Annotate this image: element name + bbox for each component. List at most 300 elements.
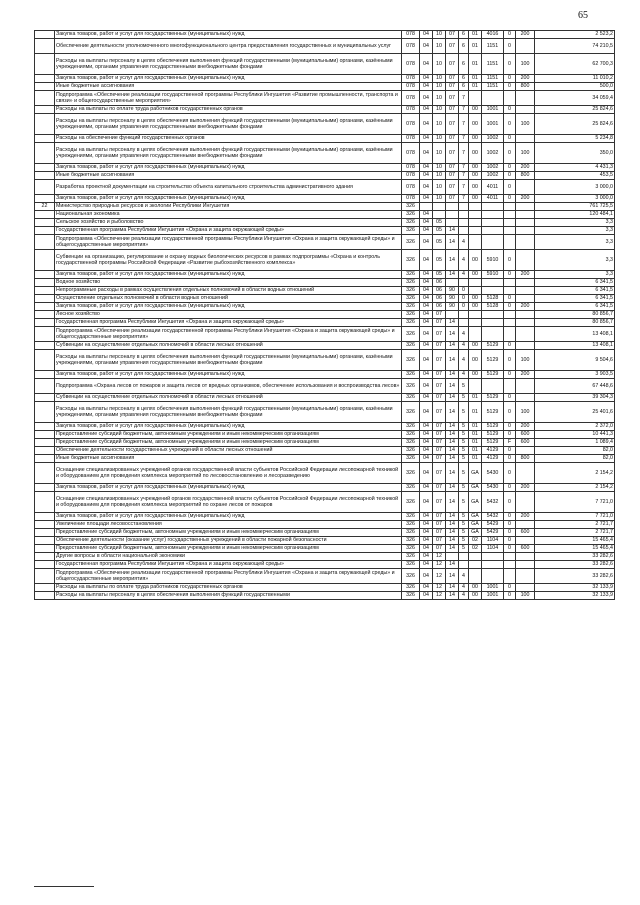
code-direction (482, 569, 504, 584)
code-activity: 01 (469, 455, 482, 463)
code-program (446, 219, 459, 227)
code-subprogram: 7 (459, 164, 469, 172)
code-program: 14 (446, 327, 459, 342)
code-expense-type (516, 235, 535, 250)
code-sign: 0 (504, 31, 516, 39)
table-row (35, 164, 615, 172)
row-name: Другие вопросы в области национальной экономики (55, 553, 402, 561)
code-activity: 00 (469, 180, 482, 195)
code-program: 14 (446, 447, 459, 455)
code-activity: 01 (469, 431, 482, 439)
table-row (35, 529, 615, 537)
code-subsection: 07 (433, 371, 446, 379)
code-subsection: 07 (433, 423, 446, 431)
code-section: 04 (420, 195, 433, 203)
row-amount: 6 341,5 (535, 287, 615, 295)
code-section: 04 (420, 402, 433, 423)
page-number: 65 (578, 10, 588, 21)
code-grbs: 326 (402, 303, 420, 311)
code-sign (504, 91, 516, 106)
code-activity (469, 211, 482, 219)
code-sign: 0 (504, 172, 516, 180)
code-direction: 5430 (482, 463, 504, 484)
code-program (446, 279, 459, 287)
code-program (446, 211, 459, 219)
code-program: 14 (446, 423, 459, 431)
code-subprogram: 6 (459, 75, 469, 83)
code-sign: 0 (504, 295, 516, 303)
row-name: Закупка товаров, работ и услуг для государственных (муниципальных) нужд (55, 164, 402, 172)
code-subprogram (459, 319, 469, 327)
code-expense-type: 100 (516, 350, 535, 371)
code-activity: 00 (469, 135, 482, 143)
code-sign (504, 569, 516, 584)
code-subprogram: 4 (459, 342, 469, 350)
code-section: 04 (420, 287, 433, 295)
code-sign: 0 (504, 54, 516, 75)
code-subsection: 10 (433, 172, 446, 180)
code-activity: 00 (469, 303, 482, 311)
code-sign: 0 (504, 484, 516, 492)
code-activity: 02 (469, 545, 482, 553)
code-subsection: 07 (433, 545, 446, 553)
row-amount: 3 000,0 (535, 195, 615, 203)
row-number (35, 553, 55, 561)
row-number (35, 492, 55, 513)
code-direction: 5429 (482, 521, 504, 529)
code-section: 04 (420, 492, 433, 513)
row-name: Лесное хозяйство (55, 311, 402, 319)
code-expense-type (516, 287, 535, 295)
code-grbs: 326 (402, 287, 420, 295)
code-section: 04 (420, 350, 433, 371)
code-section: 04 (420, 484, 433, 492)
code-section: 04 (420, 39, 433, 54)
code-sign (504, 553, 516, 561)
code-direction (482, 319, 504, 327)
code-subprogram: 7 (459, 195, 469, 203)
code-activity: 01 (469, 447, 482, 455)
code-expense-type (516, 553, 535, 561)
code-subprogram: 5 (459, 394, 469, 402)
code-grbs: 326 (402, 455, 420, 463)
code-grbs: 078 (402, 75, 420, 83)
row-number (35, 91, 55, 106)
row-number (35, 180, 55, 195)
code-grbs: 326 (402, 463, 420, 484)
code-program (446, 311, 459, 319)
code-subprogram: 5 (459, 431, 469, 439)
code-expense-type (516, 521, 535, 529)
code-expense-type (516, 463, 535, 484)
code-section: 04 (420, 455, 433, 463)
code-expense-type (516, 394, 535, 402)
table-row (35, 484, 615, 492)
code-activity: 01 (469, 83, 482, 91)
code-direction: 5910 (482, 271, 504, 279)
code-sign: 0 (504, 180, 516, 195)
code-subsection: 10 (433, 31, 446, 39)
row-number (35, 39, 55, 54)
code-expense-type: 200 (516, 484, 535, 492)
row-name: Расходы на выплаты персоналу в целях обеспечения выполнения функций государственными (муниципальными) органами, казёнными учреждениями, органами управления государственными внебюджетными фондами (55, 143, 402, 164)
code-subsection: 07 (433, 492, 446, 513)
code-section: 04 (420, 106, 433, 114)
code-sign: 0 (504, 135, 516, 143)
code-subprogram: 5 (459, 455, 469, 463)
table-row (35, 342, 615, 350)
code-subprogram (459, 561, 469, 569)
row-name: Обеспечение деятельности (оказание услуг) государственных учреждений в области пожарной безопасности (55, 537, 402, 545)
code-program: 90 (446, 287, 459, 295)
code-direction: 4011 (482, 195, 504, 203)
code-program: 14 (446, 529, 459, 537)
code-program: 14 (446, 592, 459, 600)
code-subsection: 07 (433, 350, 446, 371)
table-row (35, 447, 615, 455)
row-name: Закупка товаров, работ и услуг для государственных (муниципальных) нужд (55, 271, 402, 279)
code-subsection: 12 (433, 561, 446, 569)
code-subprogram: 7 (459, 91, 469, 106)
row-number (35, 271, 55, 279)
code-program: 07 (446, 135, 459, 143)
row-amount: 67 448,6 (535, 379, 615, 394)
code-sign: 0 (504, 39, 516, 54)
code-activity: 00 (469, 295, 482, 303)
code-sign: 0 (504, 529, 516, 537)
row-amount: 10 441,3 (535, 431, 615, 439)
code-grbs: 326 (402, 211, 420, 219)
code-expense-type: 200 (516, 513, 535, 521)
code-subprogram: 6 (459, 54, 469, 75)
code-grbs: 326 (402, 545, 420, 553)
code-direction (482, 327, 504, 342)
code-subsection: 07 (433, 379, 446, 394)
footnote-rule (34, 886, 94, 887)
row-number (35, 327, 55, 342)
code-activity (469, 219, 482, 227)
table-row (35, 492, 615, 513)
code-activity (469, 287, 482, 295)
row-number (35, 439, 55, 447)
code-expense-type (516, 342, 535, 350)
code-program: 14 (446, 569, 459, 584)
code-direction: 1001 (482, 592, 504, 600)
code-subprogram: 4 (459, 250, 469, 271)
code-program (446, 553, 459, 561)
row-name: Расходы на выплаты персоналу в целях обеспечения выполнения функций государственными (муниципальными) органами, казёнными учреждениями, органами управления государственными внебюджетными фондами (55, 350, 402, 371)
row-amount: 33 282,6 (535, 569, 615, 584)
code-direction (482, 561, 504, 569)
code-subsection: 06 (433, 303, 446, 311)
code-program: 14 (446, 561, 459, 569)
row-number (35, 143, 55, 164)
table-row (35, 211, 615, 219)
code-grbs: 078 (402, 83, 420, 91)
row-number (35, 431, 55, 439)
code-program: 14 (446, 350, 459, 371)
code-expense-type: 100 (516, 54, 535, 75)
code-subprogram (459, 279, 469, 287)
code-section: 04 (420, 394, 433, 402)
code-sign: 0 (504, 455, 516, 463)
code-expense-type (516, 492, 535, 513)
row-amount: 33 282,6 (535, 553, 615, 561)
code-subsection: 05 (433, 235, 446, 250)
code-section: 04 (420, 271, 433, 279)
table-row (35, 371, 615, 379)
code-section: 04 (420, 529, 433, 537)
code-subprogram: 0 (459, 303, 469, 311)
code-grbs: 326 (402, 521, 420, 529)
code-activity: GA (469, 492, 482, 513)
row-name: Расходы на выплаты по оплате труда работников государственных органов (55, 584, 402, 592)
table-row (35, 287, 615, 295)
row-amount: 34 059,4 (535, 91, 615, 106)
code-subprogram: 7 (459, 180, 469, 195)
row-number (35, 529, 55, 537)
code-program: 14 (446, 431, 459, 439)
code-grbs: 078 (402, 39, 420, 54)
code-expense-type (516, 379, 535, 394)
code-grbs: 326 (402, 350, 420, 371)
code-subsection: 10 (433, 39, 446, 54)
row-number (35, 350, 55, 371)
code-sign: 0 (504, 271, 516, 279)
code-sign: 0 (504, 164, 516, 172)
code-program: 07 (446, 39, 459, 54)
code-subsection: 07 (433, 484, 446, 492)
code-sign (504, 219, 516, 227)
code-activity: GA (469, 463, 482, 484)
code-activity: 01 (469, 439, 482, 447)
code-subsection: 10 (433, 114, 446, 135)
code-grbs: 326 (402, 402, 420, 423)
row-amount: 39 304,3 (535, 394, 615, 402)
row-amount: 7 721,0 (535, 513, 615, 521)
row-number (35, 463, 55, 484)
code-grbs: 326 (402, 431, 420, 439)
code-program: 14 (446, 545, 459, 553)
code-sign: F (504, 439, 516, 447)
code-activity: 01 (469, 31, 482, 39)
table-row (35, 295, 615, 303)
code-subsection: 07 (433, 513, 446, 521)
row-name: Расходы на обеспечение функций государственных органов (55, 135, 402, 143)
row-name: Расходы на выплаты персоналу в целях обеспечения выполнения функций государственными (55, 592, 402, 600)
row-name: Непрограммные расходы в рамках осуществления отдельных полномочий в области водных отношений (55, 287, 402, 295)
code-sign (504, 327, 516, 342)
code-program: 14 (446, 371, 459, 379)
code-grbs: 078 (402, 180, 420, 195)
row-amount: 761 725,5 (535, 203, 615, 211)
code-activity: GA (469, 513, 482, 521)
code-subprogram (459, 311, 469, 319)
row-amount: 62 700,3 (535, 54, 615, 75)
table-row (35, 114, 615, 135)
code-expense-type (516, 311, 535, 319)
table-row (35, 455, 615, 463)
row-number: 22 (35, 203, 55, 211)
table-row (35, 75, 615, 83)
code-subsection: 05 (433, 227, 446, 235)
row-amount: 74 210,5 (535, 39, 615, 54)
code-expense-type (516, 203, 535, 211)
table-row (35, 311, 615, 319)
row-number (35, 537, 55, 545)
code-expense-type (516, 227, 535, 235)
code-activity: 00 (469, 592, 482, 600)
code-grbs: 326 (402, 584, 420, 592)
row-name: Увеличение площади лесовосстановления (55, 521, 402, 529)
code-grbs: 326 (402, 327, 420, 342)
code-expense-type: 100 (516, 402, 535, 423)
code-direction: 1151 (482, 75, 504, 83)
code-section: 04 (420, 439, 433, 447)
code-sign: 0 (504, 592, 516, 600)
code-sign (504, 287, 516, 295)
code-subprogram: 4 (459, 569, 469, 584)
table-row (35, 553, 615, 561)
row-name: Обеспечение деятельности государственных учреждений в области лесных отношений (55, 447, 402, 455)
code-sign: 0 (504, 463, 516, 484)
code-subsection: 06 (433, 279, 446, 287)
code-section: 04 (420, 431, 433, 439)
row-number (35, 342, 55, 350)
code-sign (504, 279, 516, 287)
code-direction (482, 227, 504, 235)
code-direction: 4129 (482, 447, 504, 455)
row-number (35, 211, 55, 219)
code-section: 04 (420, 75, 433, 83)
code-activity: 01 (469, 39, 482, 54)
row-amount: 11 010,2 (535, 75, 615, 83)
code-grbs: 078 (402, 135, 420, 143)
code-direction: 1002 (482, 172, 504, 180)
row-amount: 2 372,0 (535, 423, 615, 431)
code-expense-type (516, 319, 535, 327)
code-section: 04 (420, 342, 433, 350)
code-section: 04 (420, 180, 433, 195)
code-section: 04 (420, 584, 433, 592)
code-activity: 01 (469, 402, 482, 423)
table-row (35, 303, 615, 311)
code-grbs: 326 (402, 319, 420, 327)
row-number (35, 83, 55, 91)
row-amount: 1 089,4 (535, 439, 615, 447)
code-expense-type: 200 (516, 31, 535, 39)
code-activity: 00 (469, 195, 482, 203)
code-sign: 0 (504, 250, 516, 271)
code-program (446, 203, 459, 211)
code-section: 04 (420, 545, 433, 553)
row-name: Закупка товаров, работ и услуг для государственных (муниципальных) нужд (55, 303, 402, 311)
code-subprogram: 7 (459, 172, 469, 180)
code-program: 14 (446, 342, 459, 350)
code-activity: 01 (469, 75, 482, 83)
code-subprogram (459, 227, 469, 235)
code-grbs: 326 (402, 553, 420, 561)
code-grbs: 326 (402, 250, 420, 271)
code-sign (504, 211, 516, 219)
code-program: 07 (446, 164, 459, 172)
table-row (35, 31, 615, 39)
code-expense-type: 200 (516, 371, 535, 379)
code-subprogram: 7 (459, 143, 469, 164)
row-amount: 82,0 (535, 447, 615, 455)
code-grbs: 326 (402, 235, 420, 250)
code-sign (504, 235, 516, 250)
row-name: Предоставление субсидий бюджетным, автономным учреждениям и иным некоммерческим организациям (55, 545, 402, 553)
code-direction: 1002 (482, 135, 504, 143)
code-subsection: 10 (433, 75, 446, 83)
table-row (35, 439, 615, 447)
code-sign (504, 319, 516, 327)
code-section: 04 (420, 513, 433, 521)
row-number (35, 311, 55, 319)
table-row (35, 203, 615, 211)
row-number (35, 279, 55, 287)
code-direction: 1001 (482, 106, 504, 114)
row-number (35, 319, 55, 327)
row-name: Расходы на выплаты персоналу в целях обеспечения выполнения функций государственными (муниципальными) органами, казёнными учреждениями, органами управления государственными внебюджетными фондами (55, 402, 402, 423)
code-grbs: 078 (402, 91, 420, 106)
code-expense-type: 800 (516, 83, 535, 91)
code-subprogram: 4 (459, 235, 469, 250)
code-expense-type: 200 (516, 164, 535, 172)
code-subsection: 06 (433, 295, 446, 303)
code-subprogram: 5 (459, 439, 469, 447)
code-direction: 5129 (482, 371, 504, 379)
row-amount: 350,0 (535, 143, 615, 164)
code-expense-type (516, 569, 535, 584)
code-subsection: 07 (433, 342, 446, 350)
code-subsection: 06 (433, 287, 446, 295)
code-subprogram: 4 (459, 584, 469, 592)
row-amount: 500,0 (535, 83, 615, 91)
code-section: 04 (420, 423, 433, 431)
code-activity (469, 279, 482, 287)
row-amount: 25 824,6 (535, 106, 615, 114)
code-section: 04 (420, 250, 433, 271)
table-row (35, 545, 615, 553)
code-direction: 1151 (482, 83, 504, 91)
row-amount: 3 903,5 (535, 371, 615, 379)
row-amount: 2 721,7 (535, 521, 615, 529)
row-number (35, 106, 55, 114)
row-amount: 13 408,1 (535, 327, 615, 342)
code-activity: 00 (469, 271, 482, 279)
code-subsection: 07 (433, 311, 446, 319)
row-name: Государственная программа Республики Ингушетия «Охрана и защита окружающей среды» (55, 227, 402, 235)
row-number (35, 219, 55, 227)
code-direction: 1151 (482, 39, 504, 54)
code-expense-type: 600 (516, 431, 535, 439)
row-number (35, 287, 55, 295)
code-subprogram: 5 (459, 545, 469, 553)
code-section: 04 (420, 172, 433, 180)
row-number (35, 135, 55, 143)
code-activity (469, 379, 482, 394)
code-activity: 01 (469, 423, 482, 431)
code-subprogram: 7 (459, 135, 469, 143)
code-program: 07 (446, 75, 459, 83)
code-program: 14 (446, 455, 459, 463)
row-amount: 6 341,5 (535, 279, 615, 287)
code-activity (469, 203, 482, 211)
code-expense-type: 100 (516, 143, 535, 164)
code-program: 90 (446, 295, 459, 303)
